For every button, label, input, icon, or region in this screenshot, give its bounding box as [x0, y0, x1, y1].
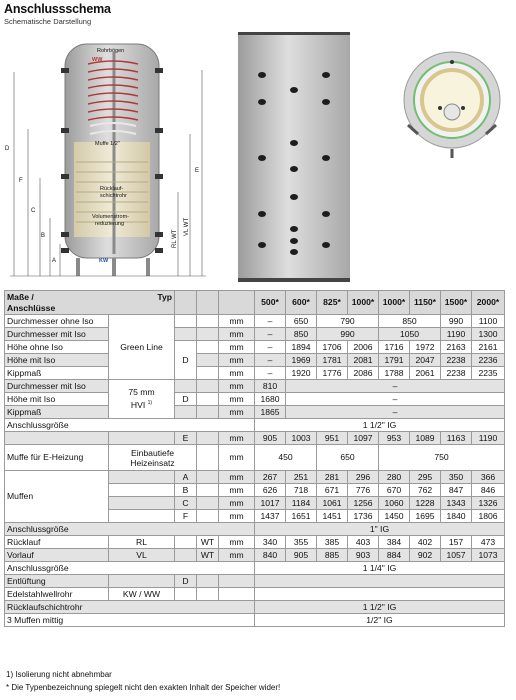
header-typ: Typ: [157, 291, 172, 302]
type-1150: 1150*: [410, 291, 441, 315]
table-row: Durchmesser mit Iso mm – 850 990 1050 1190 1300: [5, 328, 505, 341]
table-row: Höhe ohne Iso D mm – 1894 1706 2006 1716 1972 2163 2161: [5, 341, 505, 354]
header-anschluesse: Anschlüsse: [7, 302, 56, 313]
type-1500: 1500*: [441, 291, 472, 315]
hvi-cell: 75 mm HVI $^{1)}$: [109, 380, 175, 419]
dim-c: C: [31, 208, 36, 214]
muffen-label: Muffen: [5, 471, 109, 523]
top-view: [404, 52, 500, 158]
table-row: Rücklaufschichtrohr 1 1/2" IG: [5, 601, 505, 614]
type-2000: 2000*: [472, 291, 505, 315]
exterior-tank: [238, 32, 350, 282]
table-row: Anschlussgröße 1 1/2" IG: [5, 419, 505, 432]
table-row: Kippmaß mm 1865 –: [5, 406, 505, 419]
footnote-2: * Die Typenbezeichnung spiegelt nicht den exakten Inhalt der Speicher wider!: [6, 683, 281, 692]
table-row: Muffe für E-Heizung Einbautiefe Heizeinsatz mm 450 650 750: [5, 445, 505, 471]
table-row: 3 Muffen mittig 1/2" IG: [5, 614, 505, 627]
table-row: F mm 1437 1651 1451 1736 1450 1695 1840 1806: [5, 510, 505, 523]
dim-e: E: [195, 168, 200, 174]
table-header-row: [5, 291, 505, 315]
label-volumen-1: Volumenstrom-: [92, 214, 129, 220]
table-row: Höhe mit Iso D mm 1680 –: [5, 393, 505, 406]
dim-d: D: [5, 146, 10, 152]
label-vl-wt: VL WT: [184, 217, 190, 236]
green-line-cell: Green Line: [109, 315, 175, 380]
page-title: Anschlussschema: [4, 2, 111, 16]
page-subtitle: Schematische Darstellung: [4, 17, 92, 26]
table-row: Durchmesser mit Iso 75 mm HVI $^{1)}$ mm 810 –: [5, 380, 505, 393]
label-muffe: Muffe 1/2": [95, 141, 120, 147]
table-row: Anschlussgröße 1" IG: [5, 523, 505, 536]
label-ruecklauf-2: schichtrohr: [100, 193, 127, 199]
spec-table: [4, 290, 505, 627]
table-row: Edelstahlwellrohr KW / WW: [5, 588, 505, 601]
table-row: E mm 905 1003 951 1097 953 1089 1163 1190: [5, 432, 505, 445]
label-ww: WW: [92, 57, 103, 63]
tank-diagrams-svg: [0, 22, 516, 284]
table-row: Höhe mit Iso mm – 1969 1781 2081 1791 2047 2238 2236: [5, 354, 505, 367]
type-600: 600*: [286, 291, 317, 315]
dim-a: A: [52, 258, 57, 264]
footnotes: [6, 668, 280, 694]
tank-figures: [0, 22, 516, 284]
footnote-1: 1) Isolierung nicht abnehmbar: [6, 670, 112, 679]
type-1000a: 1000*: [348, 291, 379, 315]
table-row: Durchmesser ohne Iso Green Line mm – 650 790 850 990 1100: [5, 315, 505, 328]
table-row: Rücklauf RL WT mm 340 355 385 403 384 402 157 473: [5, 536, 505, 549]
table-row: Vorlauf VL WT mm 840 905 885 903 884 902 1057 1073: [5, 549, 505, 562]
table-row: B mm 626 718 671 776 670 762 847 846: [5, 484, 505, 497]
table-row: Entlüftung D: [5, 575, 505, 588]
type-1000b: 1000*: [379, 291, 410, 315]
label-rl-wt: RL WT: [172, 229, 178, 248]
type-825: 825*: [317, 291, 348, 315]
header-mass: Maße /: [7, 291, 34, 302]
table-row: Muffen A mm 267 251 281 296 280 295 350 366: [5, 471, 505, 484]
label-rohrbogen: Rohrbögen: [97, 48, 125, 54]
dim-b: B: [41, 233, 46, 239]
type-500: 500*: [255, 291, 286, 315]
dim-f: F: [19, 178, 23, 184]
table-row: Kippmaß mm – 1920 1776 2086 1788 2061 2238 2235: [5, 367, 505, 380]
label-volumen-2: reduzierung: [95, 221, 125, 227]
label-ruecklauf-1: Rücklauf-: [100, 186, 124, 192]
cutaway-tank: [5, 44, 206, 276]
header-mass-cell: [5, 291, 175, 315]
table-row: Anschlussgröße 1 1/4" IG: [5, 562, 505, 575]
label-kw: KW: [99, 258, 109, 264]
table-row: C mm 1017 1184 1061 1256 1060 1228 1343 1326: [5, 497, 505, 510]
